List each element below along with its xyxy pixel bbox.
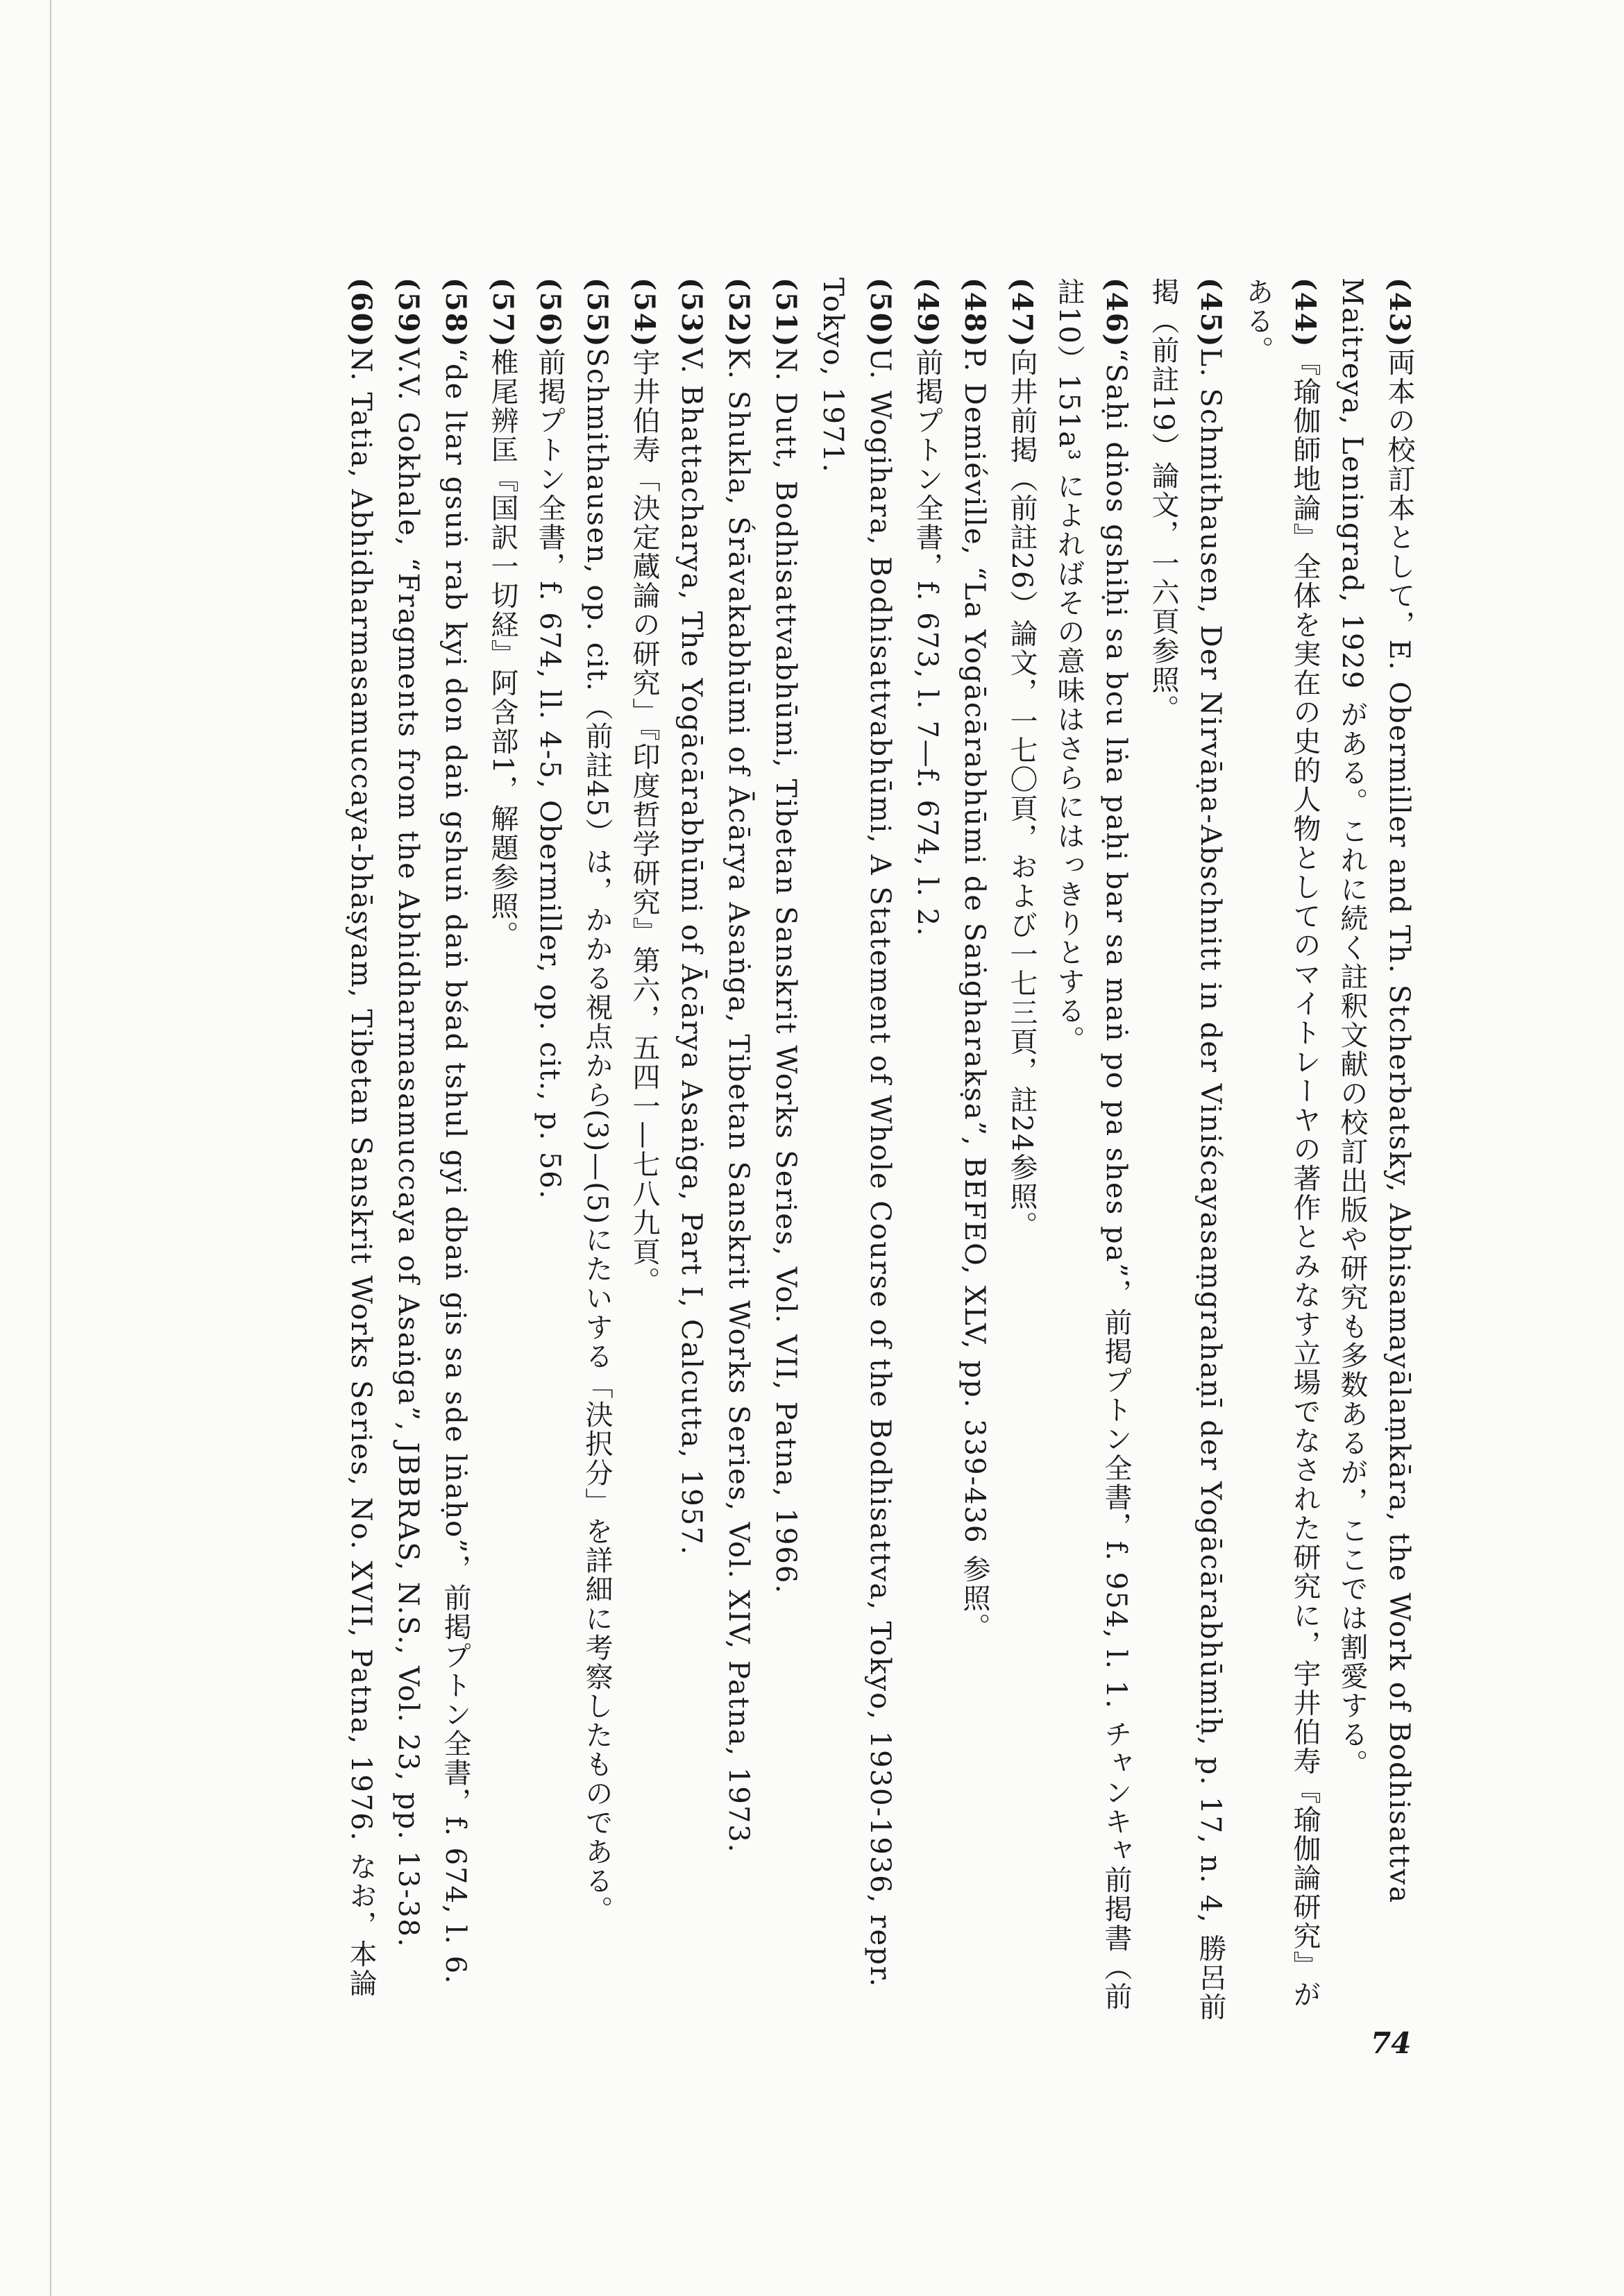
- note-text: 『瑜伽師地論』全体を実在の史的人物としてのマイトレーヤの著作とみなす立場でなされた研究に，宇井伯寿『瑜伽論研究』がある。: [1242, 278, 1321, 2009]
- page-number: 74: [1371, 2026, 1412, 2060]
- notes-column: [337, 278, 1423, 2026]
- note-number: (54): [628, 278, 661, 348]
- note-text: K. Shukla, Śrāvakabhūmi of Ācārya Asaṅga, Tibetan Sanskrit Works Series, Vol. XIV, Patna, 1973.: [722, 348, 754, 1854]
- note-number: (50): [864, 278, 897, 348]
- note-text: 向井前掲（前註26）論文，一七〇頁，および一七三頁，註24参照。: [1006, 348, 1038, 1241]
- note-number: (53): [675, 278, 708, 348]
- note-number: (60): [345, 278, 378, 348]
- note-text: Schmithausen, op. cit.（前註45）は，かかる視点から(3)—(5)にたいする「決択分」を詳細に考察したものである。: [581, 348, 613, 1925]
- left-margin-rule: [50, 0, 51, 2296]
- note-48: [951, 278, 998, 2026]
- note-number: (43): [1383, 278, 1416, 348]
- note-number: (55): [581, 278, 614, 348]
- note-text: “de ltar gsuṅ rab kyi don daṅ gshuṅ daṅ bśad tshul gyi dbaṅ gis sa sde lṅaḥo”，前掲プトン全書，f. 674, l. 6.: [439, 348, 471, 1985]
- note-text: “Saḥi dṅos gshiḥi sa bcu lṅa paḥi bar sa maṅ po pa shes pa”，前掲プトン全書，f. 954, l. 1. チャンキャ前掲書（前註10）151a³ によればその意味はさらにはっきりとする。: [1053, 278, 1132, 2012]
- note-number: (56): [534, 278, 566, 348]
- note-59: [384, 278, 432, 2026]
- note-54: [620, 278, 668, 2026]
- note-text: 両本の校訂本として，E. Obermiller and Th. Stcherbatsky, Abhisamayālaṃkāra, the Work of Bodhisattva Maitreya, Leningrad, 1929 がある。これに続く註釈文献の校訂出版や研究も多数あるが，ここでは割愛する。: [1336, 278, 1415, 1905]
- note-56: [526, 278, 573, 2026]
- note-number: (49): [911, 278, 944, 348]
- note-text: U. Wogihara, Bodhisattvabhūmi, A Statement of Whole Course of the Bodhisattva, Tokyo, 1930-1936, repr. Tokyo, 1971.: [817, 278, 896, 1989]
- note-47: [998, 278, 1045, 2026]
- note-text: 前掲プトン全書，f. 673, l. 7—f. 674, l. 2.: [911, 348, 943, 937]
- note-46: [1045, 278, 1140, 2026]
- note-number: (45): [1194, 278, 1227, 348]
- note-text: 椎尾辨匡『国訳一切経』阿含部1，解題参照。: [487, 348, 518, 950]
- note-text: 前掲プトン全書，f. 674, ll. 4-5, Obermiller, op. cit., p. 56.: [534, 348, 566, 1200]
- note-60: [337, 278, 384, 2026]
- note-57: [479, 278, 526, 2026]
- note-58: [432, 278, 479, 2026]
- note-number: (47): [1006, 278, 1038, 348]
- note-number: (57): [487, 278, 519, 348]
- note-43: [1328, 278, 1423, 2026]
- note-50: [809, 278, 904, 2026]
- note-45: [1140, 278, 1234, 2026]
- note-51: [762, 278, 809, 2026]
- note-number: (48): [958, 278, 991, 348]
- note-text: L. Schmithausen, Der Nirvāṇa-Abschnitt in der Viniścayasaṃgrahaṇī der Yogācārabhūmiḥ, p. 17, n. 4, 勝呂前掲（前註19）論文，一六頁参照。: [1147, 278, 1226, 2022]
- note-text: P. Demiéville, “La Yogācārabhūmi de Saṅgharakṣa”, BEFEO, XLV, pp. 339-436 参照。: [958, 348, 990, 1642]
- note-52: [715, 278, 762, 2026]
- note-53: [668, 278, 715, 2026]
- note-text: 宇井伯寿「決定蔵論の研究」『印度哲学研究』第六，五四一—七八九頁。: [628, 348, 660, 1296]
- note-number: (44): [1289, 278, 1321, 348]
- note-55: [573, 278, 620, 2026]
- note-text: V. Bhattacharya, The Yogācārabhūmi of Ācārya Asaṅga, Part I, Calcutta, 1957.: [675, 348, 707, 1556]
- note-number: (52): [722, 278, 755, 348]
- note-text: N. Tatia, Abhidharmasamuccaya-bhāṣyam, Tibetan Sanskrit Works Series, No. XVII, Patna, 1976. なお，本論: [345, 348, 377, 1998]
- note-44: [1234, 278, 1328, 2026]
- note-number: (51): [770, 278, 802, 348]
- note-number: (46): [1100, 278, 1133, 348]
- note-number: (59): [392, 278, 425, 348]
- note-number: (58): [439, 278, 472, 348]
- note-text: N. Dutt, Bodhisattvabhūmi, Tibetan Sanskrit Works Series, Vol. VII, Patna, 1966.: [770, 348, 802, 1595]
- note-49: [904, 278, 951, 2026]
- note-text: V.V. Gokhale, “Fragments from the Abhidharmasamuccaya of Asaṅga”, JBBRAS, N.S., Vol. 23, pp. 13-38.: [392, 348, 424, 1948]
